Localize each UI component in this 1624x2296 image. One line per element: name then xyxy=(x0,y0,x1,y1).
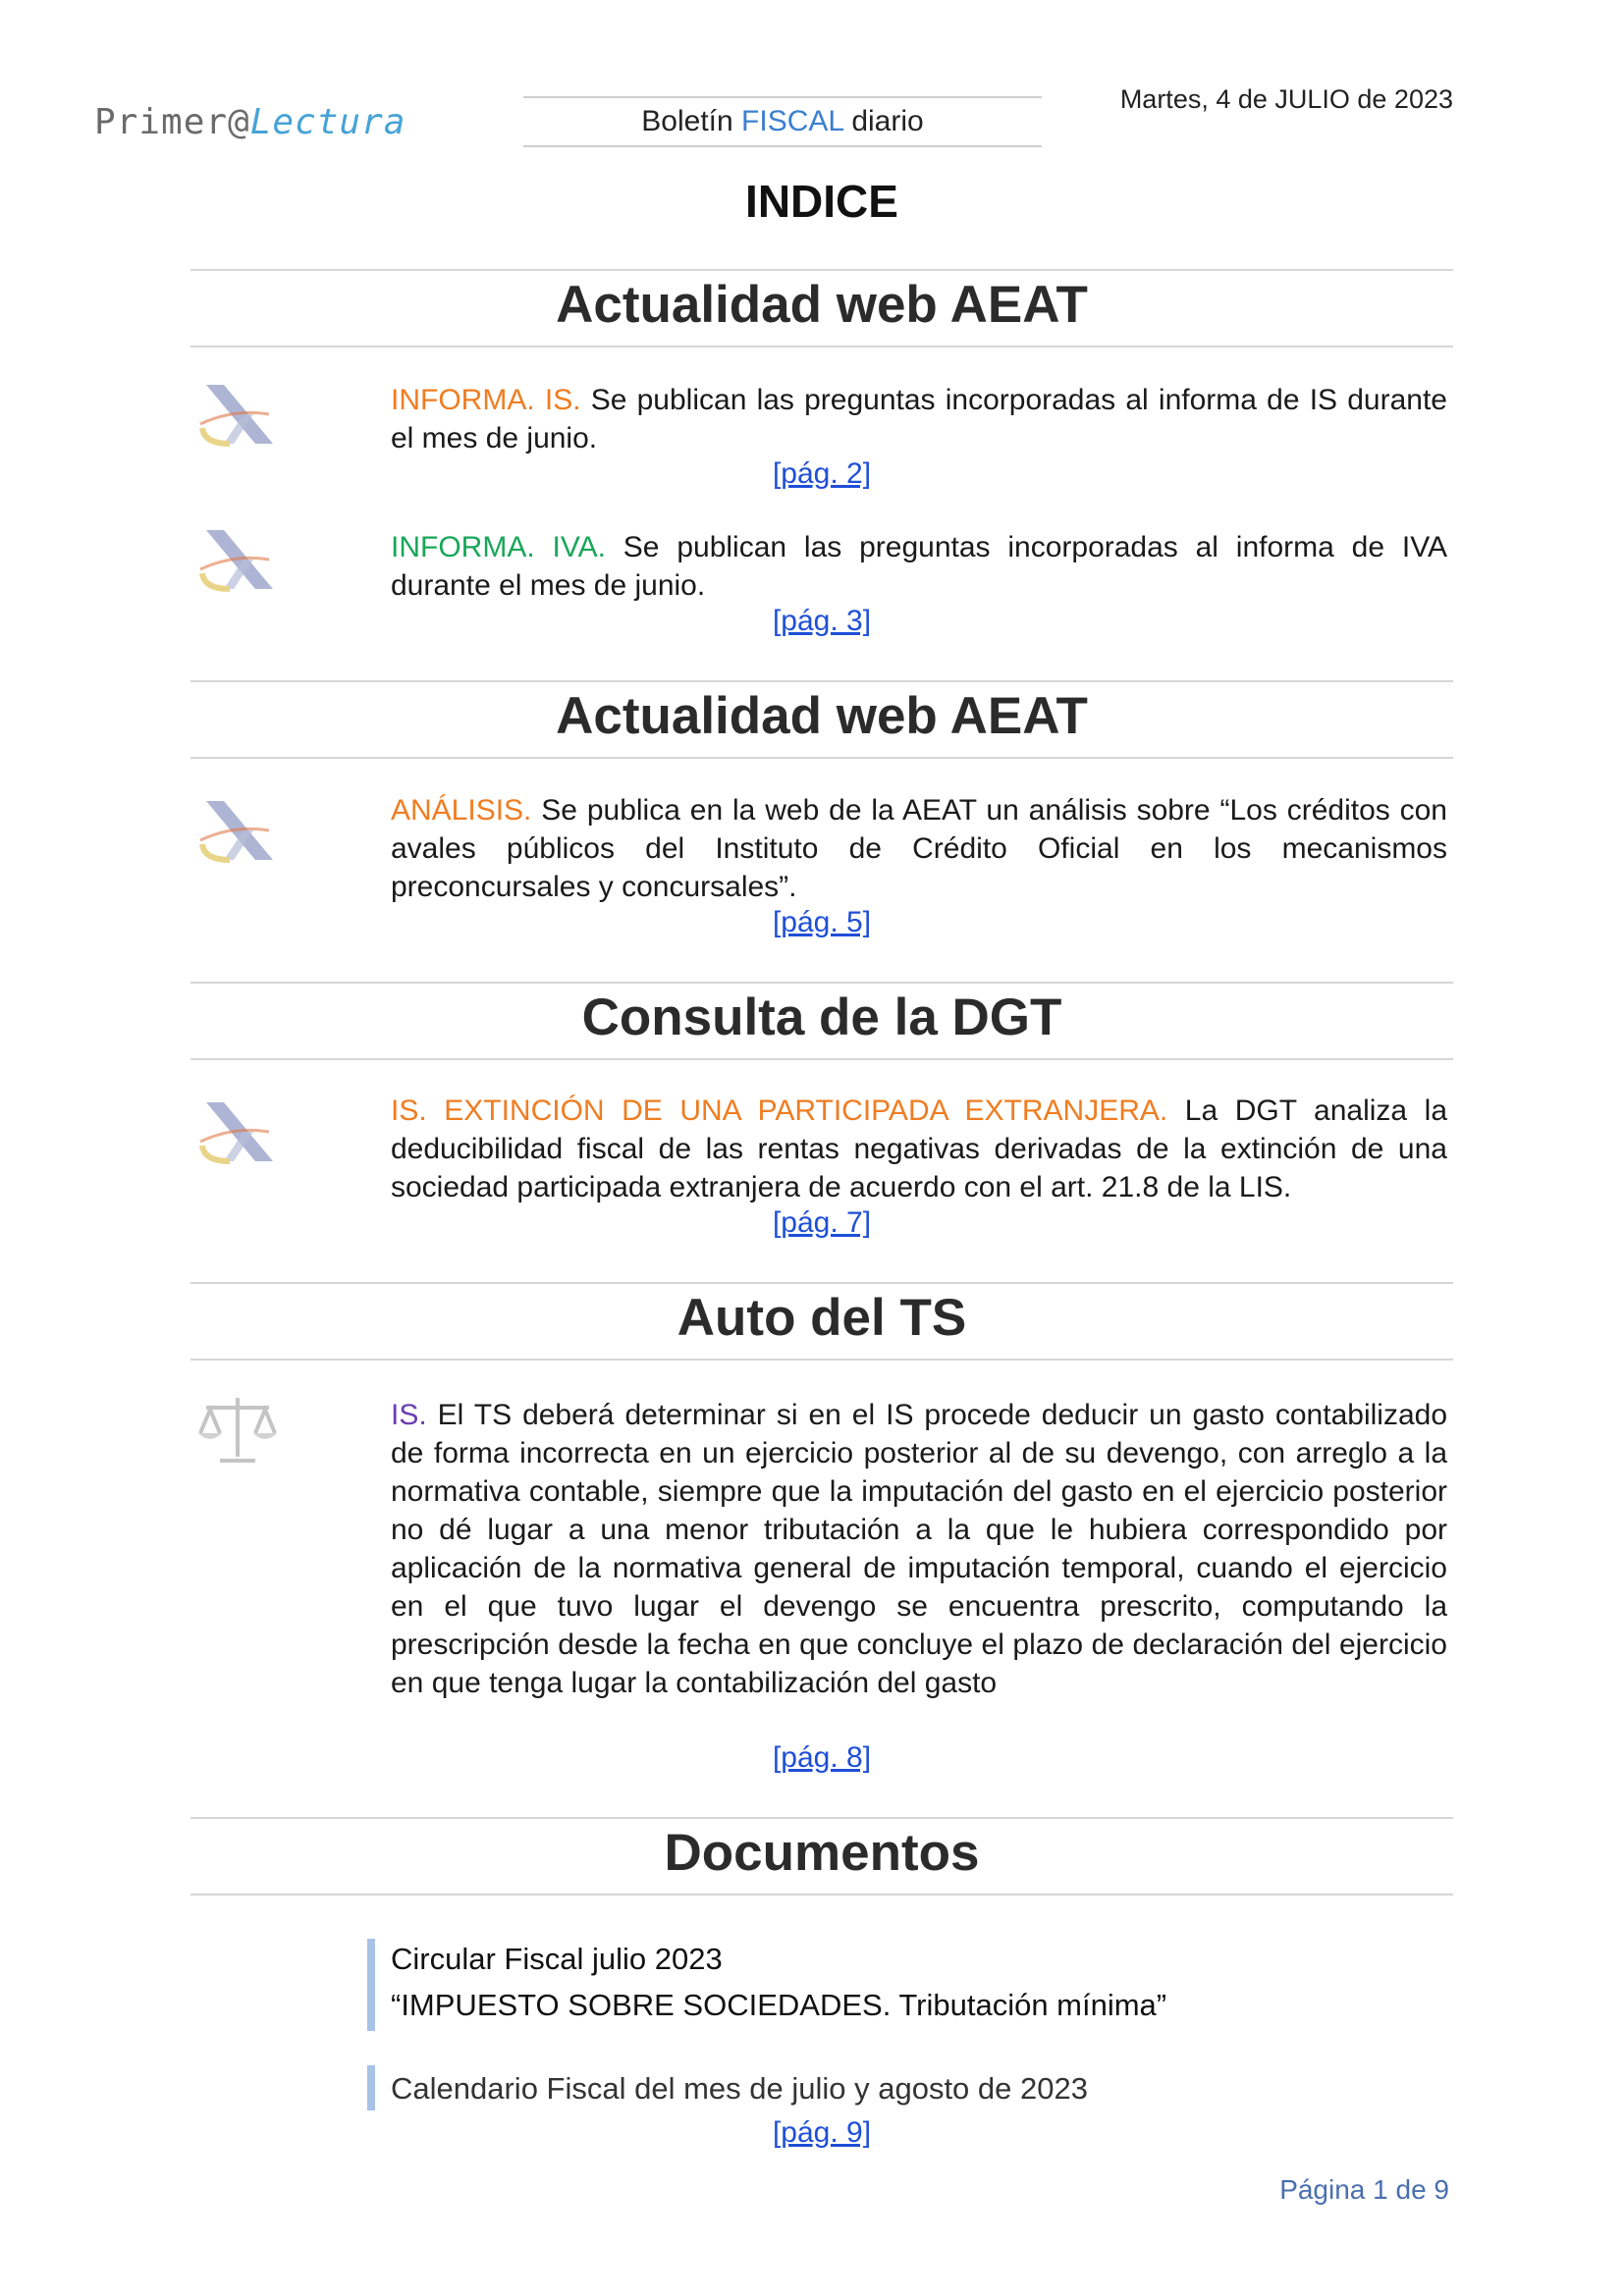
divider xyxy=(190,346,1453,347)
divider xyxy=(190,1058,1453,1060)
index-item: IS. EXTINCIÓN DE UNA PARTICIPADA EXTRANJERA. La DGT analiza la deducibilidad fiscal de las rentas negativas derivadas de la extinción de una sociedad participada extranjera de acuerdo con el art. 21.8 de la LIS. xyxy=(391,1095,1447,1203)
page-link-row xyxy=(190,457,1453,491)
aeat-logo-icon xyxy=(194,795,285,866)
page-link[interactable]: [pág. 7] xyxy=(772,1206,872,1239)
doc-accent-bar xyxy=(367,1939,375,2031)
aeat-logo-icon xyxy=(194,379,285,450)
divider xyxy=(190,1894,1453,1896)
divider xyxy=(190,982,1453,984)
section-title: Actualidad web AEAT xyxy=(556,687,1088,745)
divider xyxy=(190,757,1453,759)
aeat-logo-icon xyxy=(194,1096,285,1167)
section-title: Consulta de la DGT xyxy=(581,988,1062,1046)
scales-icon xyxy=(196,1392,279,1467)
bulletin-title: Boletín FISCAL diario xyxy=(523,96,1042,147)
divider xyxy=(190,1282,1453,1284)
page-link-row xyxy=(190,1741,1453,1775)
logo: Primer@Lectura xyxy=(94,102,406,142)
page-link[interactable]: [pág. 2] xyxy=(772,457,872,490)
page-link-row xyxy=(190,605,1453,638)
index-item: ANÁLISIS. Se publica en la web de la AEAT un análisis sobre “Los créditos con avales públicos del Instituto de Crédito Oficial en los mecanismos preconcursales y concursales”. xyxy=(391,794,1447,903)
divider xyxy=(190,269,1453,271)
page-link[interactable]: [pág. 5] xyxy=(772,906,872,938)
index-item: IS. El TS deberá determinar si en el IS procede deducir un gasto contabilizado de forma incorrecta en un ejercicio posterior al de su devengo, con arreglo a la normativa contable, siempre que la imputación del gasto en el ejercicio posterior no dé lugar a una menor tributación a la que le hubiera correspondido por aplicación de la normativa general de imputación temporal, cuando el ejercicio en el que tuvo lugar el devengo se encuentra prescrito, computando la prescripción desde la fecha en que concluye el plazo de declaración del ejercicio en que tenga lugar la contabilización del gasto xyxy=(391,1399,1447,1699)
date: Martes, 4 de JULIO de 2023 xyxy=(1119,84,1453,114)
aeat-logo-icon xyxy=(194,524,285,595)
section-title: Documentos xyxy=(664,1824,980,1882)
index-item: INFORMA. IVA. Se publican las preguntas incorporadas al informa de IVA durante el mes de junio. xyxy=(391,531,1448,602)
divider xyxy=(190,680,1453,682)
index-item: INFORMA. IS. Se publican las preguntas incorporadas al informa de IS durante el mes de junio. xyxy=(391,384,1447,454)
page-link[interactable]: [pág. 3] xyxy=(772,605,872,637)
page-number: Página 1 de 9 xyxy=(1279,2174,1449,2205)
document-item[interactable]: Calendario Fiscal del mes de julio y agosto de 2023 xyxy=(391,2071,1088,2106)
page-link[interactable]: [pág. 9] xyxy=(772,2116,872,2149)
document-item[interactable]: Circular Fiscal julio 2023 “IMPUESTO SOBRE SOCIEDADES. Tributación mínima” xyxy=(391,1942,1167,2022)
index-title: INDICE xyxy=(745,176,898,227)
divider xyxy=(190,1817,1453,1819)
section-title: Auto del TS xyxy=(677,1289,967,1347)
section-title: Actualidad web AEAT xyxy=(556,276,1088,334)
doc-accent-bar xyxy=(367,2065,375,2110)
page-link-row xyxy=(190,2116,1453,2150)
page-link[interactable]: [pág. 8] xyxy=(772,1741,872,1774)
page-link-row xyxy=(190,906,1453,939)
page-link-row xyxy=(190,1206,1453,1240)
divider xyxy=(190,1359,1453,1361)
